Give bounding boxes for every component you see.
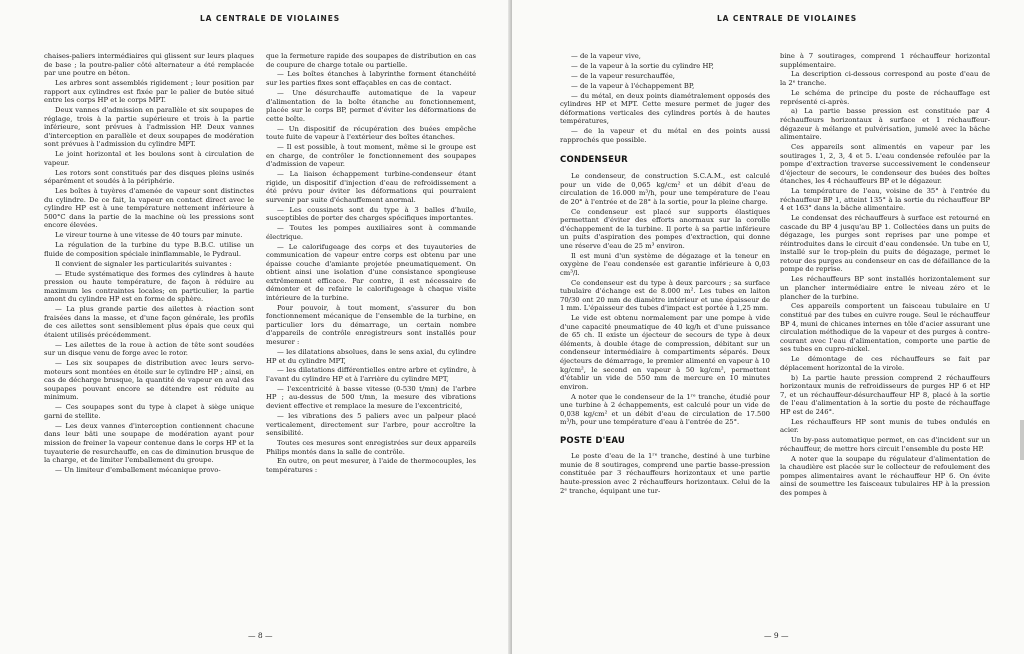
paragraph: — Une désurchauffe automatique de la vapeur d'alimentation de la boîte étanche au fonctionnement, placée sur le corps BP, permet d'éviter les déformations de cette boîte. [266, 88, 476, 123]
paragraph: — les vibrations des 5 paliers avec un palpeur placé verticalement, directement sur l'arbre, pour accroître la sensibilité. [266, 411, 476, 438]
paragraph: Les arbres sont assemblés rigidement ; leur position par rapport aux cylindres est fixée par le palier de butée situé entre les corps HP et le corps MPT. [44, 79, 254, 105]
paragraph: Toutes ces mesures sont enregistrées sur deux appareils Philips montés dans la salle de contrôle. [266, 438, 476, 456]
paragraph: — Un dispositif de récupération des buées empêche toute fuite de vapeur à l'extérieur des boîtes étanches. [266, 124, 476, 142]
paragraph: La température de l'eau, voisine de 35° à l'entrée du réchauffeur BP 1, atteint 135° à la sortie du réchauffeur BP 4 et 163° dans la bâche alimentaire. [780, 187, 990, 213]
paragraph: Le condensat des réchauffeurs à surface est retourné en cascade du BP 4 jusqu'au BP 1. Collectées dans un puits de dégazage, les purges sont reprises par une pompe et réintroduites dans le circuit d'eau condensée. Un tube en U, installé sur le trop-plein du puits de dégazage, permet le retour des purges au condenseur en cas de défaillance de la pompe de reprise. [780, 214, 990, 274]
paragraph: — de la vapeur et du métal en des points aussi rapprochés que possible. [560, 127, 770, 144]
paragraph: Ces appareils comportent un faisceau tubulaire en U constitué par des tubes en cuivre rouge. Seul le réchauffeur BP 4, muni de chicanes internes en tôle d'acier assurant une circulation méthodique de la vapeur et des purges à contre-courant avec l'eau d'alimentation, comporte une partie de ses tubes en cupro-nickel. [780, 302, 990, 354]
paragraph: Ces appareils sont alimentés en vapeur par les soutirages 1, 2, 3, 4 et 5. L'eau condensée refoulée par la pompe d'extraction traverse successivement le condenseur d'éjecteur de secours, le condenseur des buées des boîtes étanches, les 4 réchauffeurs BP et le dégazeur. [780, 143, 990, 186]
paragraph: — de la vapeur vive, [571, 52, 641, 60]
page-number-right: — 9 — [764, 631, 789, 640]
paragraph: — Il est possible, à tout moment, même si le groupe est en charge, de contrôler le fonctionnement des soupapes d'admission de vapeur. [266, 143, 476, 169]
paragraph: — Les boîtes étanches à labyrinthe forment étanchéité sur les parties fixes sont effaçables en cas de contact. [266, 70, 476, 88]
section-heading-poste-eau: POSTE D'EAU [560, 435, 626, 446]
paragraph: Le poste d'eau de la 1ʳᵉ tranche, destiné à une turbine munie de 8 soutirages, comprend une partie basse-pression constituée par 3 réchauffeurs horizontaux et une partie haute-pression avec 2 réchauffeurs horizontaux. Celui de la 2ᵉ tranche, équipant une tur- [560, 452, 770, 495]
paragraph: Le condenseur, de construction S.C.A.M., est calculé pour un vide de 0,065 kg/cm² et un débit d'eau de circulation de 16.000 m³/h, pour une température de l'eau de 20° à l'entrée et de 28° à la sortie, pour la pleine charge. [560, 171, 770, 206]
paragraph: Un by-pass automatique permet, en cas d'incident sur un réchauffeur, de mettre hors circuit l'ensemble du poste HP. [780, 436, 990, 453]
paragraph: Ce condenseur est du type à deux parcours ; sa surface tubulaire d'échange est de 8.000 m². Les tubes en laiton 70/30 ont 20 mm de diamètre intérieur et une épaisseur de 1 mm. L'épaisseur des tubes d'impact est portée à 1,25 mm. [560, 278, 770, 313]
right-page-column-1 [560, 52, 770, 496]
paragraph: A noter que la soupape du régulateur d'alimentation de la chaudière est placée sur le collecteur de refoulement des pompes alimentaires avant le réchauffeur HP 6. On évite ainsi de soumettre les faisceaux tubulaires HP à la pression des pompes à [780, 454, 990, 497]
paragraph: b) La partie haute pression comprend 2 réchauffeurs horizontaux munis de refroidisseurs de purges HP 6 et HP 7, et un réchauffeur-désurchauffeur HP 8, placé à la sortie de l'eau d'alimentation à la sortie du poste de réchauffage HP est de 246°. [780, 373, 990, 416]
paragraph: — de la vapeur à la sortie du cylindre HP, [571, 61, 714, 70]
paragraph: Il convient de signaler les particularités suivantes : [55, 259, 232, 268]
paragraph: — du métal, en deux points diamétralement opposés des cylindres HP et MPT. Cette mesure permet de juger des déformations verticales des cylindres portés à de hautes températures, [560, 91, 770, 126]
paragraph: — les dilatations différentielles entre arbre et cylindre, à l'avant du cylindre HP et à l'arrière du cylindre MPT, [266, 366, 476, 383]
paragraph: — Les six soupapes de distribution avec leurs servo-moteurs sont montées en étoile sur le cylindre HP ; ainsi, en cas de décharge brusque, la quantité de vapeur en aval des soupapes pouvant encore se détendre est réduite au minimum. [44, 359, 254, 402]
paragraph: a) La partie basse pression est constituée par 4 réchauffeurs horizontaux à surface et 1 réchauffeur-dégazeur à mélange et pulvérisation, jumelé avec la bâche alimentaire. [780, 107, 990, 142]
running-header-right: LA CENTRALE DE VIOLAINES [717, 14, 858, 23]
paragraph: En outre, on peut mesurer, à l'aide de thermocouples, les températures : [266, 457, 476, 475]
paragraph: que la fermeture rapide des soupapes de distribution en cas de coupure de charge totale ou partielle. [266, 52, 476, 69]
paragraph: — de la vapeur à l'échappement BP, [571, 81, 695, 90]
paragraph: Il est muni d'un système de dégazage et la teneur en oxygène de l'eau condensée est garantie inférieure à 0,03 cm³/l. [560, 251, 770, 277]
paragraph: chaises-paliers intermédiaires qui glissent sur leurs plaques de base ; la poutre-palier côté alternateur a été remplacée par une poutre en béton. [44, 52, 254, 78]
section-heading-condenseur: CONDENSEUR [560, 155, 628, 166]
paragraph: — Le calorifugeage des corps et des tuyauteries de communication de vapeur entre corps est obtenu par une épaisse couche d'amiante projetée pneumatiquement. On obtient ainsi une isolation d'une consistance spongieuse extrêmement efficace. Par contre, il est nécessaire de démonter et de refaire le calorifugeage à chaque visite intérieure de la turbine. [266, 242, 476, 302]
paragraph: Les rotors sont constitués par des disques pleins usinés séparément et soudés à la périphérie. [44, 168, 254, 186]
left-page-column-2 [266, 52, 476, 476]
paragraph: Le schéma de principe du poste de réchauffage est représenté ci-après. [780, 88, 990, 106]
paragraph: Pour pouvoir, à tout moment, s'assurer du bon fonctionnement mécanique de l'ensemble de la turbine, en particulier lors du démarrage, un certain nombre d'appareils de contrôle enregistreurs sont installés pour mesurer : [266, 303, 476, 347]
paragraph: — les dilatations absolues, dans le sens axial, du cylindre HP et du cylindre MPT, [266, 347, 476, 365]
running-header-left: LA CENTRALE DE VIOLAINES [200, 14, 341, 23]
paragraph: Ce condenseur est placé sur supports élastiques permettant d'éviter des efforts anormaux sur la corolle d'échappement de la turbine. Il porte à sa partie inférieure un puits d'aspiration des pompes d'extraction, qui donne une réserve d'eau de 25 m³ environ. [560, 207, 770, 250]
paragraph: — l'excentricité à basse vitesse (0-530 t/mn) de l'arbre HP ; au-dessus de 500 t/mn, la mesure des vibrations devient effective et remplace la mesure de l'excentricité, [266, 384, 476, 411]
paragraph: La description ci-dessous correspond au poste d'eau de la 2ᵉ tranche. [780, 70, 990, 88]
paragraph: Le démontage de ces réchauffeurs se fait par déplacement horizontal de la virole. [780, 355, 990, 372]
paragraph: bine à 7 soutirages, comprend 1 réchauffeur horizontal supplémentaire. [780, 52, 990, 69]
paragraph: Les boîtes à tuyères d'amenée de vapeur sont distinctes du cylindre. De ce fait, la vapeur en contact direct avec le cylindre HP est à une température nettement inférieure à 500°C dans la partie de la machine où les pressions sont encore élevées. [44, 187, 254, 230]
paragraph: Le vireur tourne à une vitesse de 40 tours par minute. [55, 231, 243, 240]
paragraph: — Etude systématique des formes des cylindres à haute pression ou haute température, de façon à réduire au maximum les contraintes locales; en particulier, la partie amont du cylindre HP est en forme de sphère. [44, 269, 254, 304]
paragraph: — Les coussinets sont du type à 3 balles d'huile, susceptibles de porter des charges spécifiques importantes. [266, 205, 476, 223]
paragraph: — Un limiteur d'emballement mécanique provo- [55, 466, 221, 475]
paragraph: Le vide est obtenu normalement par une pompe à vide d'une capacité pneumatique de 40 kg/h et d'une puissance de 65 ch. Il existe un éjecteur de secours de type à deux éléments, à double étage de compression, débitant sur un condenseur intermédiaire à compartiments séparés. Deux éjecteurs de démarrage, le premier alimenté en vapeur à 10 kg/cm², le second en vapeur à 50 kg/cm², permettent d'établir un vide de 550 mm de mercure en 10 minutes environ. [560, 314, 770, 391]
paragraph: A noter que le condenseur de la 1ʳᵉ tranche, étudié pour une turbine à 2 échappements, est calculé pour un vide de 0,038 kg/cm² et un débit d'eau de circulation de 17.500 m³/h, pour une température d'eau à l'entrée de 25°. [560, 392, 770, 427]
paragraph: Les réchauffeurs BP sont installés horizontalement sur un plancher intermédiaire entre le niveau zéro et le plancher de la turbine. [780, 275, 990, 301]
paragraph: — Ces soupapes sont du type à clapet à siège unique garni de stellite. [44, 403, 254, 420]
left-page-column-1 [44, 52, 254, 476]
page-edge-tab [1020, 420, 1024, 460]
paragraph: Les réchauffeurs HP sont munis de tubes ondulés en acier. [780, 417, 990, 435]
paragraph: — de la vapeur resurchauffée, [571, 71, 675, 80]
paragraph: — La liaison échappement turbine-condenseur étant rigide, un dispositif d'injection d'eau de refroidissement a été prévu pour éviter les déformations qui pourraient survenir par suite d'échauffement anormal. [266, 170, 476, 204]
paragraph: La régulation de la turbine du type B.B.C. utilise un fluide de composition spéciale ininflammable, le Pydraul. [44, 241, 254, 258]
right-page-column-2 [780, 52, 990, 499]
page-number-left: — 8 — [248, 631, 273, 640]
paragraph: Deux vannes d'admission en parallèle et six soupapes de réglage, trois à la partie supérieure et trois à la partie inférieure, sont prévues à l'admission HP. Deux vannes d'interception en parallèle et deux soupapes de modération sont prévues à l'admission du cylindre MPT. [44, 106, 254, 149]
paragraph: — Les ailettes de la roue à action de tête sont soudées sur un disque venu de forge avec le rotor. [44, 340, 254, 358]
right-page [512, 0, 1024, 654]
paragraph: — La plus grande partie des ailettes à réaction sont fraisées dans la masse, et d'une façon générale, les profils de ces ailettes sont sensiblement plus épais que ceux qui étaient utilisés précédemment. [44, 305, 254, 339]
paragraph: — Toutes les pompes auxiliaires sont à commande électrique. [266, 224, 476, 241]
paragraph: Le joint horizontal et les boulons sont à circulation de vapeur. [44, 150, 254, 167]
paragraph: — Les deux vannes d'interception contiennent chacune dans leur bâti une soupape de modération ayant pour mission de freiner la vapeur contenue dans le corps HP et la tuyauterie de resurchauffe, en cas de diminution brusque de la charge, et de limiter l'emballement du groupe. [44, 421, 254, 465]
